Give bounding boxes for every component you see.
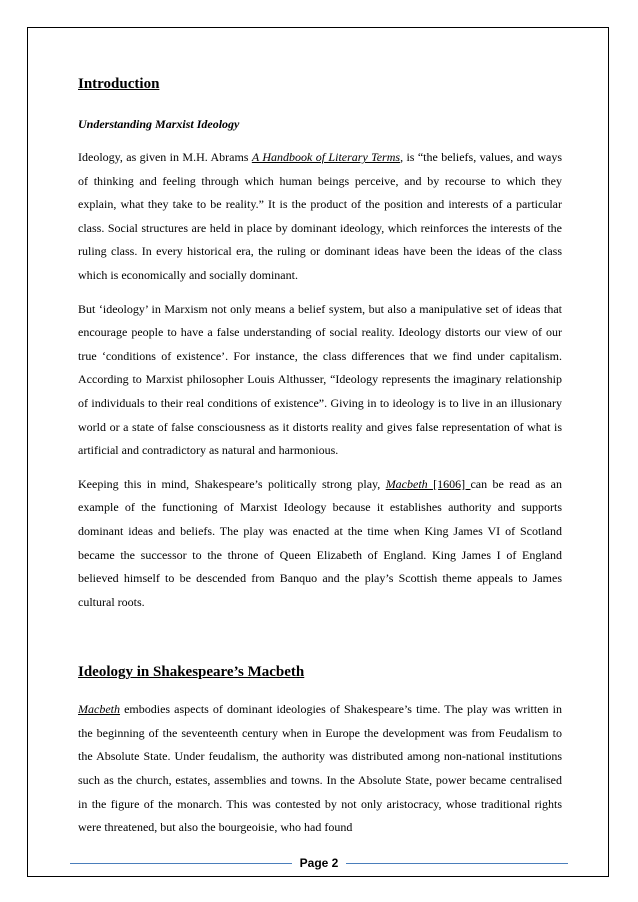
play-title: Macbeth (78, 702, 120, 717)
paragraph-macbeth-ideologies (78, 698, 562, 840)
paragraph-text: embodies aspects of dominant ideologies of Shakespeare’s time. The play was written in the beginning of the seventeenth century when in Europe the development was from Feudalism to the Absolute State. Under feudalism, the authority was distributed among non-national institutions such as the church, estates, assemblies and towns. In the Absolute State, power became centralised in the figure of the monarch. This was contested by not only aristocracy, whose traditional rights were threatened, but also the bourgeoisie, who had found (78, 702, 562, 835)
page-footer (70, 855, 568, 873)
paragraph-macbeth-context (78, 473, 562, 615)
footer-rule-right (346, 863, 568, 864)
book-title: A Handbook of Literary Terms (251, 150, 401, 164)
paragraph-ideology-definition (78, 146, 562, 288)
play-year: [1606] (433, 476, 471, 491)
section-heading-introduction: Introduction (78, 76, 160, 92)
page-number: Page 2 (299, 856, 339, 870)
paragraph-ideology-marxism: But ‘ideology’ in Marxism not only means a belief system, but also a manipulative set of ideas that encourage people to have a false understanding of social reality. Ideology distorts our view of our true ‘conditions of existence’. For instance, the class differences that we find under capitalism. According to Marxist philosopher Louis Althusser, “Ideology represents the imaginary relationship of individuals to their real conditions of existence”. Giving in to ideology is to live in an illusionary world or a state of false consciousness as it distorts reality and gives false representation of what is artificial and contradictory as natural and harmonious. (78, 301, 562, 458)
play-title: Macbeth (385, 476, 434, 491)
paragraph-text: can be read as an example of the functioning of Marxist Ideology because it establishes authority and supports dominant ideas and beliefs. The play was enacted at the time when King James VI of Scotland became the successor to the throne of Queen Elizabeth of England. King James I of England believed himself to be descended from Banquo and the play’s Scottish theme appeals to James cultural roots. (78, 476, 563, 609)
subheading-marxist-ideology: Understanding Marxist Ideology (78, 117, 240, 131)
paragraph-text: , is “the beliefs, values, and ways of thinking and feeling through which human beings perceive, and by recourse to which they explain, what they take to be reality.” It is the product of the position and interests of a particular class. Social structures are held in place by dominant ideology, which reinforces the interests of the ruling class. In every historical era, the ruling or dominant ideas have been the ideas of the class which is economically and socially dominant. (78, 150, 562, 282)
document-body (78, 74, 562, 840)
paragraph-text: Ideology, as given in M.H. Abrams (78, 150, 252, 164)
section-heading-ideology-macbeth: Ideology in Shakespeare’s Macbeth (78, 664, 305, 681)
paragraph-text: Keeping this in mind, Shakespeare’s politically strong play, (78, 476, 386, 491)
